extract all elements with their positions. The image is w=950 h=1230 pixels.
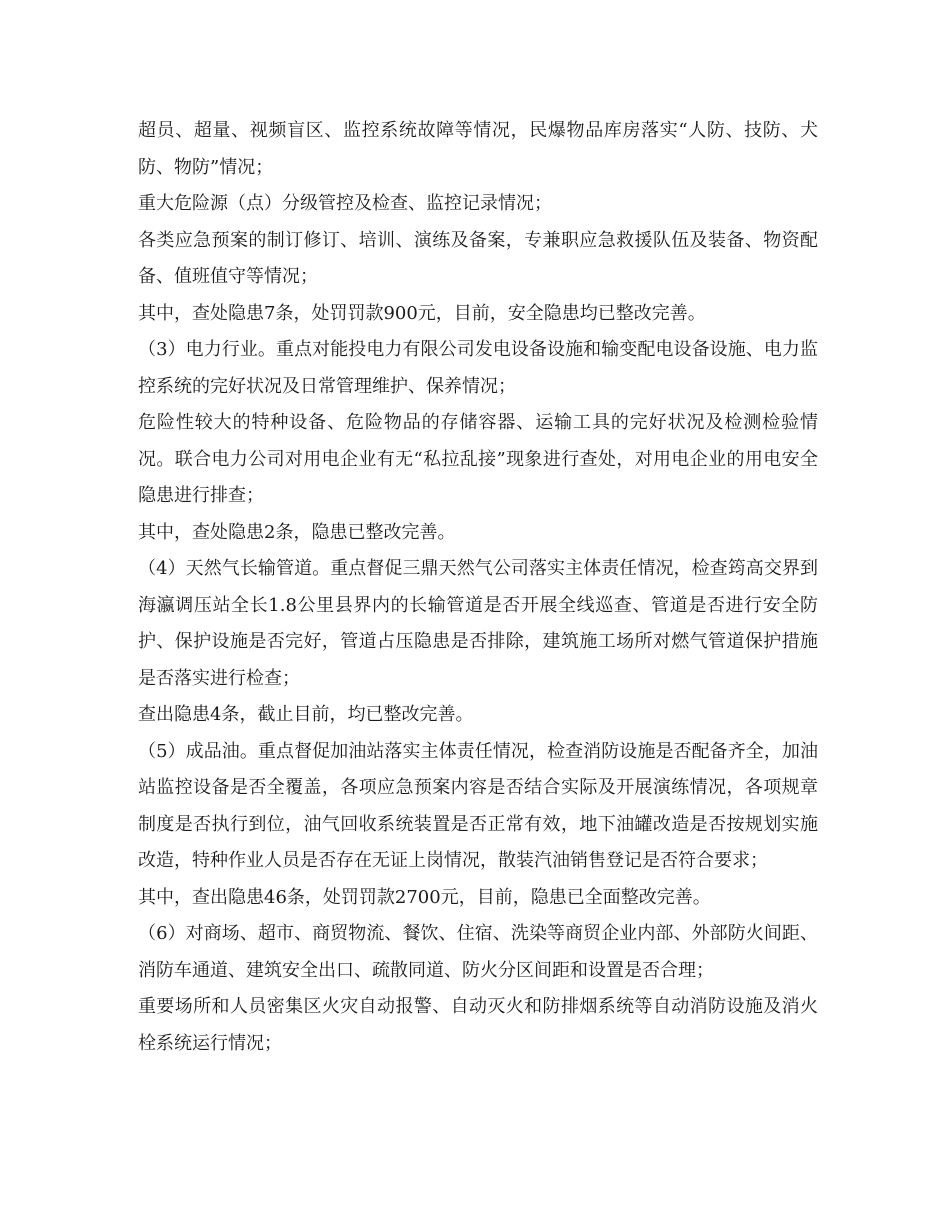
paragraph: 其中，查处隐患2条，隐患已整改完善。 bbox=[138, 521, 456, 543]
paragraph: 查出隐患4条，截止目前，均已整改完善。 bbox=[138, 704, 474, 725]
paragraph: 重要场所和人员密集区火灾自动报警、自动灭火和防排烟系统等自动消防设施及消火栓系统运行情况； bbox=[138, 996, 818, 1054]
paragraph: 其中，查出隐患46条，处罚罚款2700元，目前，隐患已全面整改完善。 bbox=[138, 886, 711, 908]
paragraph: 超员、超量、视频盲区、监控系统故障等情况，民爆物品库房落实“人防、技防、犬防、物防”情况； bbox=[138, 120, 818, 178]
paragraph: 各类应急预案的制订修订、培训、演练及备案，专兼职应急救援队伍及装备、物资配备、值班值守等情况； bbox=[138, 229, 818, 287]
paragraph: （6）对商场、超市、商贸物流、餐饮、住宿、洗染等商贸企业内部、外部防火间距、消防车通道、建筑安全出口、疏散同道、防火分区间距和设置是否合理； bbox=[138, 923, 818, 981]
paragraph: 危险性较大的特种设备、危险物品的存储容器、运输工具的完好状况及检测检验情况。联合电力公司对用电企业有无“私拉乱接”现象进行查处，对用电企业的用电安全隐患进行排查； bbox=[138, 412, 818, 506]
paragraph: （4）天然气长输管道。重点督促三鼎天然气公司落实主体责任情况，检查筠高交界到海瀛调压站全长1.8公里县界内的长输管道是否开展全线巡查、管道是否进行安全防护、保护设施是否完好，管道占压隐患是否排除，建筑施工场所对燃气管道保护措施是否落实进行检查； bbox=[138, 558, 818, 689]
paragraph: 其中，查处隐患7条，处罚罚款900元，目前，安全隐患均已整改完善。 bbox=[138, 302, 706, 324]
paragraph: 重大危险源（点）分级管控及检查、监控记录情况； bbox=[138, 193, 552, 214]
document-body bbox=[138, 113, 818, 1062]
paragraph: （5）成品油。重点督促加油站落实主体责任情况，检查消防设施是否配备齐全，加油站监控设备是否全覆盖，各项应急预案内容是否结合实际及开展演练情况，各项规章制度是否执行到位，油气回收系统装置是否正常有效，地下油罐改造是否按规划实施改造，特种作业人员是否存在无证上岗情况，散装汽油销售登记是否符合要求； bbox=[138, 740, 818, 871]
paragraph: （3）电力行业。重点对能投电力有限公司发电设备设施和输变配电设备设施、电力监控系统的完好状况及日常管理维护、保养情况； bbox=[138, 339, 818, 397]
